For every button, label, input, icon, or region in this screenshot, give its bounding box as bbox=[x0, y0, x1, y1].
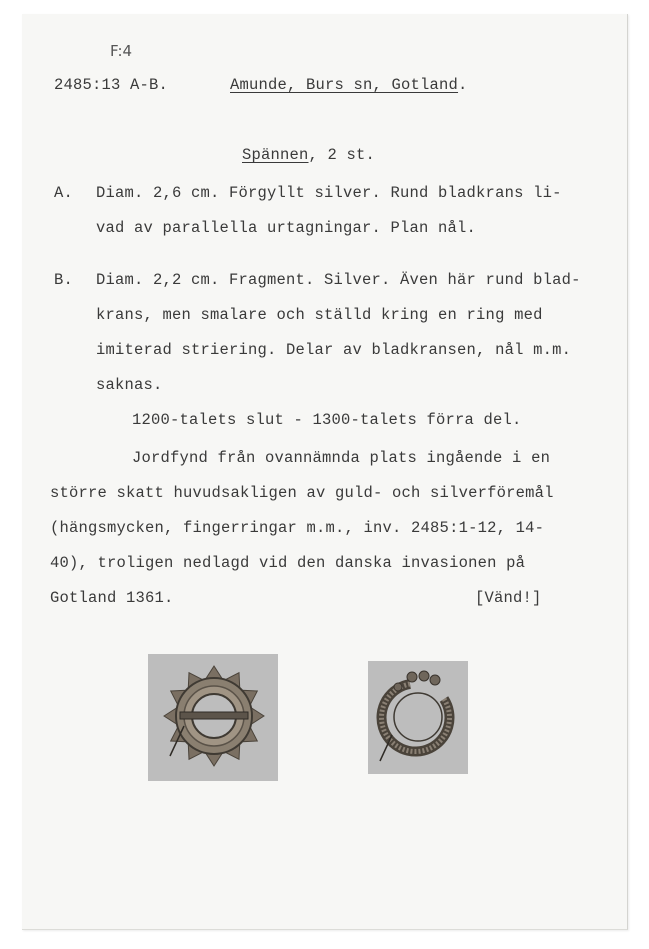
dating: 1200-talets slut - 1300-talets förra del. bbox=[132, 411, 522, 429]
object-title-rest: , 2 st. bbox=[308, 146, 376, 164]
find-line-3: (hängsmycken, fingerringar m.m., inv. 2485:1-12, 14- bbox=[50, 519, 545, 537]
brooch-a-image bbox=[148, 654, 278, 781]
brooch-b-photo bbox=[368, 661, 468, 774]
object-title-word: Spännen bbox=[242, 146, 309, 164]
entry-b-line-1: Diam. 2,2 cm. Fragment. Silver. Även här rund blad- bbox=[96, 271, 581, 289]
find-place-name: Amunde, Burs sn, Gotland bbox=[230, 76, 459, 94]
find-line-1: Jordfynd från ovannämnda plats ingående i en bbox=[132, 449, 551, 467]
catalog-card bbox=[22, 14, 628, 930]
find-place-end: . bbox=[458, 76, 468, 94]
inventory-number: 2485:13 A-B. bbox=[54, 76, 169, 94]
find-line-5: Gotland 1361. bbox=[50, 589, 174, 607]
entry-b-label: B. bbox=[54, 271, 74, 289]
brooch-b-image bbox=[368, 661, 468, 774]
entry-a-label: A. bbox=[54, 184, 74, 202]
handwritten-mark: F:4 bbox=[110, 42, 133, 60]
find-place bbox=[230, 76, 468, 94]
brooch-a-photo bbox=[148, 654, 278, 781]
find-line-2: större skatt huvudsakligen av guld- och silverföremål bbox=[50, 484, 554, 502]
entry-b-line-2: krans, men smalare och ställd kring en ring med bbox=[96, 306, 543, 324]
find-line-4: 40), troligen nedlagd vid den danska invasionen på bbox=[50, 554, 526, 572]
turn-over-note: [Vänd!] bbox=[475, 589, 542, 607]
entry-a-line-2: vad av parallella urtagningar. Plan nål. bbox=[96, 219, 477, 237]
entry-a-line-1: Diam. 2,6 cm. Förgyllt silver. Rund bladkrans li- bbox=[96, 184, 562, 202]
object-title bbox=[242, 146, 375, 164]
entry-b-line-3: imiterad striering. Delar av bladkransen, nål m.m. bbox=[96, 341, 572, 359]
entry-b-line-4: saknas. bbox=[96, 376, 163, 394]
